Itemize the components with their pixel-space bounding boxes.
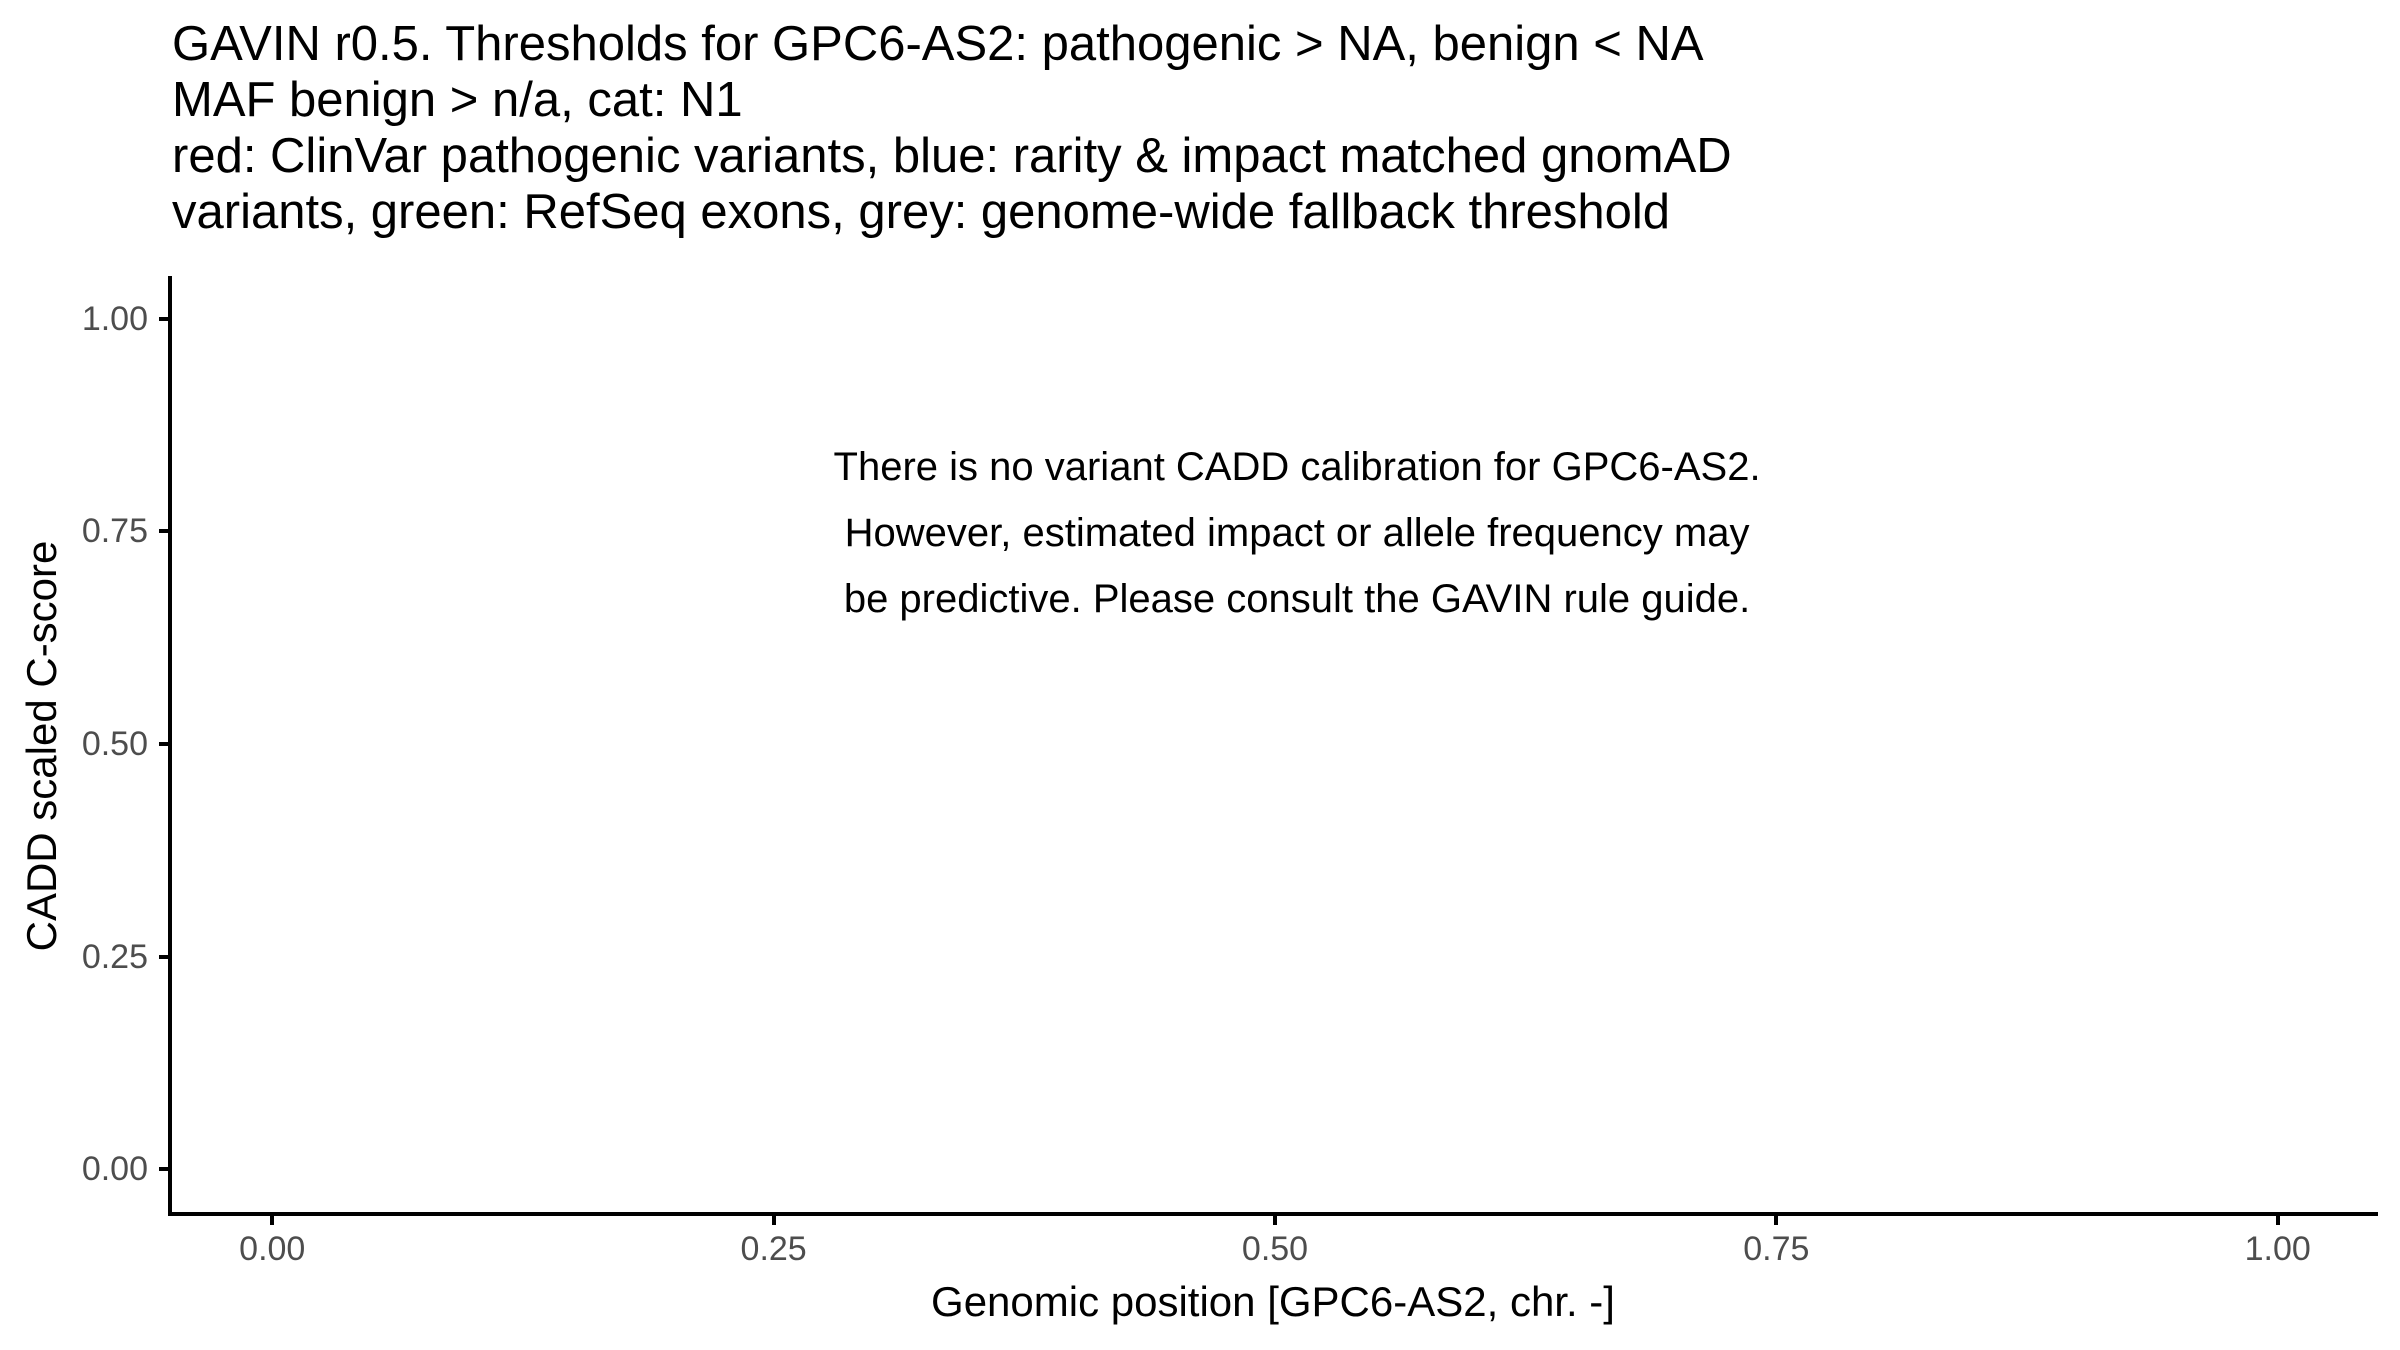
x-axis-title: Genomic position [GPC6-AS2, chr. -]: [931, 1278, 1615, 1325]
y-tick-label: 0.00: [81, 1150, 148, 1189]
annotation-line-3: be predictive. Please consult the GAVIN rule guide.: [843, 577, 1751, 621]
x-tick-mark: [1774, 1212, 1778, 1225]
x-tick-label: 0.25: [740, 1230, 807, 1268]
y-tick-label: 1.00: [81, 299, 148, 338]
y-tick-label: 0.50: [81, 725, 148, 763]
x-tick-label: 0.00: [239, 1230, 306, 1268]
chart-title-line-1: GAVIN r0.5. Thresholds for GPC6-AS2: pathogenic > NA, benign < NA: [172, 17, 1704, 71]
x-tick-mark: [270, 1212, 274, 1225]
x-tick-mark: [772, 1212, 776, 1225]
chart-title-line-3: red: ClinVar pathogenic variants, blue: rarity & impact matched gnomAD: [172, 129, 1732, 183]
chart-title-line-2: MAF benign > n/a, cat: N1: [172, 73, 743, 127]
annotation-line-2: However, estimated impact or allele frequency may: [844, 511, 1750, 555]
y-axis-title: CADD scaled C-score: [18, 540, 65, 952]
y-tick-mark: [159, 1167, 172, 1171]
y-tick-mark: [159, 955, 172, 959]
y-tick-mark: [159, 742, 172, 746]
x-tick-label: 0.50: [1241, 1230, 1309, 1268]
y-tick-label: 0.25: [81, 937, 148, 976]
x-tick-label: 0.75: [1743, 1230, 1810, 1268]
x-tick-mark: [2276, 1212, 2280, 1225]
chart-title-line-4: variants, green: RefSeq exons, grey: genome-wide fallback threshold: [172, 185, 1671, 239]
annotation-line-1: There is no variant CADD calibration for GPC6-AS2.: [833, 445, 1761, 489]
chart-title: [172, 16, 1732, 240]
y-tick-label: 0.75: [81, 512, 148, 551]
x-tick-label: 1.00: [2244, 1230, 2311, 1268]
plot-panel: [81, 276, 2378, 1268]
x-tick-mark: [1273, 1212, 1277, 1225]
y-tick-mark: [159, 317, 172, 321]
y-tick-mark: [159, 529, 172, 533]
no-calibration-annotation: [834, 434, 1761, 632]
